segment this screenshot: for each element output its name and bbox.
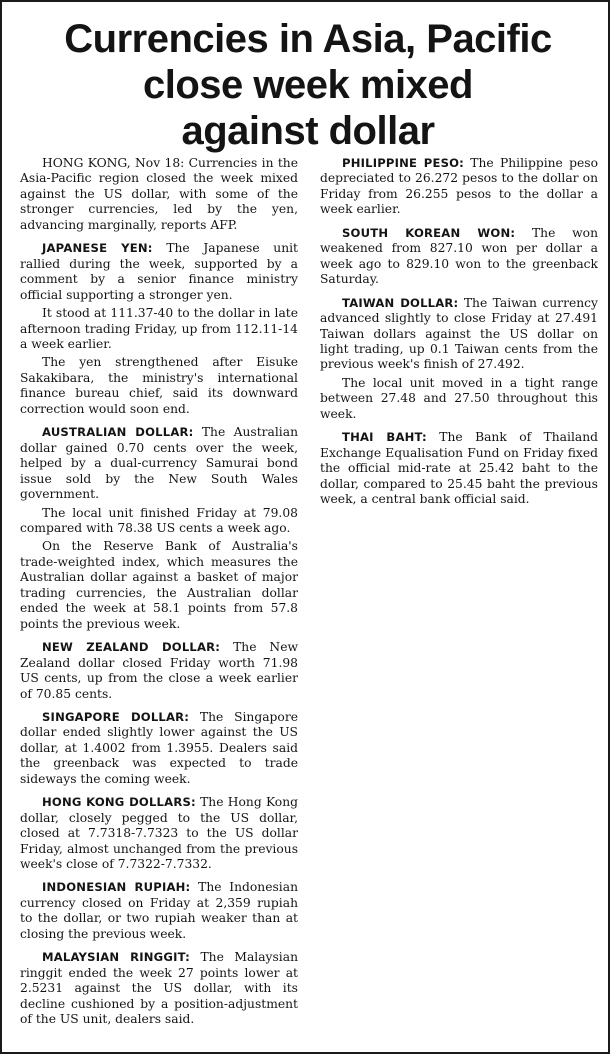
section-heading: NEW ZEALAND DOLLAR:: [42, 640, 221, 655]
section-heading: INDONESIAN RUPIAH:: [42, 880, 191, 895]
section-paragraph: [20, 241, 298, 303]
section-paragraph: [320, 156, 598, 218]
headline-line-2: close week mixed: [143, 63, 473, 107]
section-paragraph: [20, 710, 298, 787]
section-paragraph: [320, 296, 598, 373]
section-paragraph: It stood at 111.37-40 to the dollar in late afternoon trading Friday, up from 112.11-14 a week earlier.: [20, 306, 298, 351]
section-text: The Australian dollar gained 0.70 cents over the week, helped by a dual-currency Samurai bond issue sold by the New South Wales government.: [20, 425, 298, 502]
headline: [20, 16, 596, 154]
section-paragraph: The local unit moved in a tight range between 27.48 and 27.50 throughout this week.: [320, 375, 598, 421]
section-paragraph: The yen strengthened after Eisuke Sakakibara, the ministry's international finance bureau chief, said its downward correction would soon end.: [20, 355, 298, 416]
section-paragraph: [20, 795, 298, 872]
section-paragraph: [320, 430, 598, 507]
section-heading: JAPANESE YEN:: [42, 241, 153, 256]
headline-line-1: Currencies in Asia, Pacific: [64, 17, 552, 61]
section-heading: AUSTRALIAN DOLLAR:: [42, 425, 194, 440]
section-heading: MALAYSIAN RINGGIT:: [42, 950, 190, 965]
section-paragraph: [320, 226, 598, 288]
section-text: The Philippine peso depreciated to 26.272 pesos to the dollar on Friday from 26.255 pesos to the dollar a week earlier.: [320, 156, 598, 217]
section-paragraph: [20, 880, 298, 942]
section-heading: SINGAPORE DOLLAR:: [42, 709, 190, 724]
section-text: The New Zealand dollar closed Friday worth 71.98 US cents, up from the close a week earlier of 70.85 cents.: [20, 640, 298, 701]
section-text: The Bank of Thailand Exchange Equalisation Fund on Friday fixed the official mid-rate at 25.42 baht to the dollar, compared to 25.45 baht the previous week, a central bank official said.: [320, 430, 598, 507]
section-heading: HONG KONG DOLLARS:: [42, 795, 196, 810]
section-heading: THAI BAHT:: [342, 430, 427, 445]
section-text: The Hong Kong dollar, closely pegged to the US dollar, closed at 7.7318-7.7323 to the US dollar Friday, almost unchanged from the previous week's close of 7.7322-7.7332.: [20, 795, 298, 872]
section-heading: TAIWAN DOLLAR:: [342, 295, 459, 310]
dateline: HONG KONG, Nov 18:: [42, 156, 185, 170]
section-text: The won weakened from 827.10 won per dollar a week ago to 829.10 won to the greenback Saturday.: [320, 225, 598, 287]
headline-line-3: against dollar: [181, 109, 435, 153]
section-heading: PHILIPPINE PESO:: [342, 156, 465, 170]
section-heading: SOUTH KOREAN WON:: [342, 225, 516, 240]
section-paragraph: [20, 425, 298, 502]
section-text: The Taiwan currency advanced slightly to close Friday at 27.491 Taiwan dollars against the US dollar on light trading, up 0.1 Taiwan cents from the previous week's finish of 27.492.: [320, 295, 598, 372]
intro-paragraph: [20, 156, 298, 233]
section-text: The Japanese unit rallied during the week, supported by a comment by a senior finance ministry official supporting a stronger yen.: [20, 241, 298, 302]
article-body: [20, 156, 598, 1048]
section-text: The Singapore dollar ended slightly lower against the US dollar, at 1.4002 from 1.3955. Dealers said the greenback was expected to trade sideways the coming week.: [20, 709, 298, 786]
section-paragraph: The local unit finished Friday at 79.08 compared with 78.38 US cents a week ago.: [20, 505, 298, 535]
section-text: The Malaysian ringgit ended the week 27 points lower at 2.5231 against the US dollar, with its decline cushioned by a position-adjustment of the US unit, dealers said.: [20, 950, 298, 1027]
section-paragraph: On the Reserve Bank of Australia's trade-weighted index, which measures the Australian dollar against a basket of major trading currencies, the Australian dollar ended the week at 58.1 points from 57.8 points the previous week.: [20, 539, 298, 631]
section-paragraph: [20, 950, 298, 1027]
section-text: The Indonesian currency closed on Friday at 2,359 rupiah to the dollar, or two rupiah weaker than at closing the previous week.: [20, 880, 298, 941]
intro-text: Currencies in the Asia-Pacific region closed the week mixed against the US dollar, with some of the stronger currencies, led by the yen, advancing marginally, reports AFP.: [20, 156, 298, 232]
section-paragraph: [20, 640, 298, 702]
